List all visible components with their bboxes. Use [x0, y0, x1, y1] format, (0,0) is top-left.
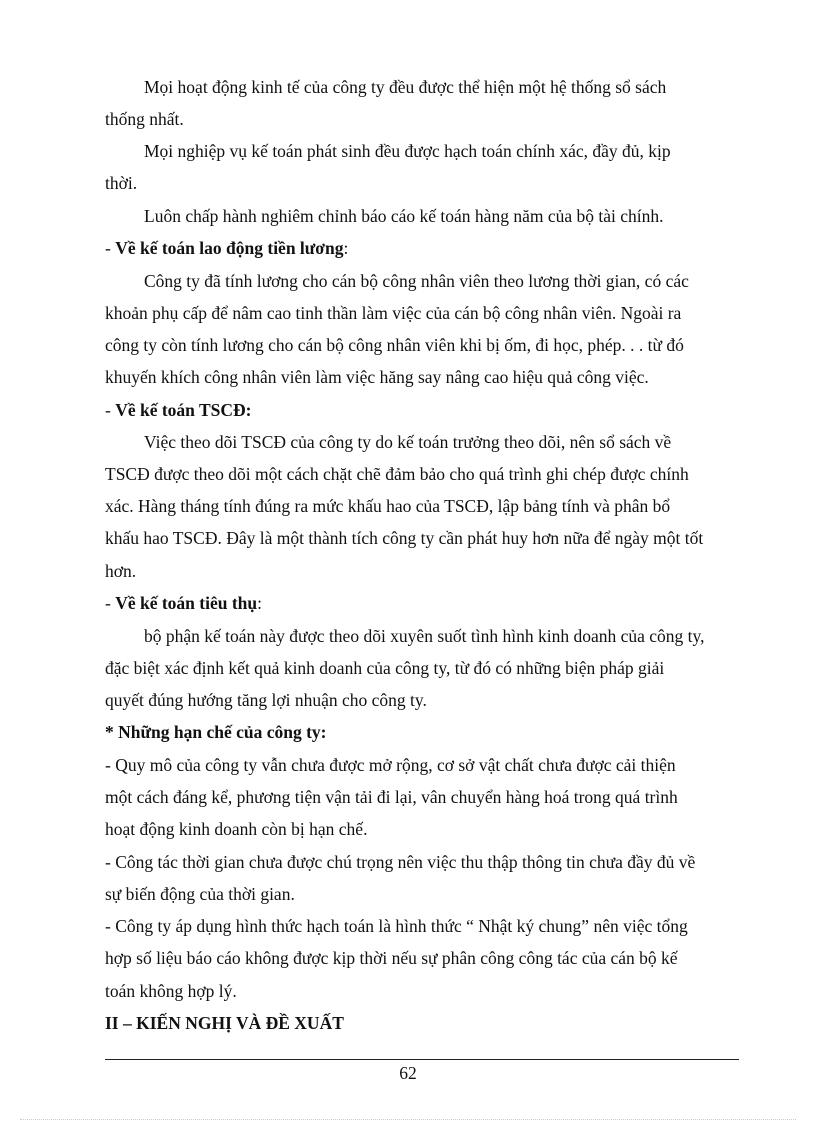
- paragraph-line: khoản phụ cấp để nâm cao tinh thần làm việc của cán bộ công nhân viên. Ngoài ra: [105, 303, 682, 323]
- paragraph-line: Công ty đã tính lương cho cán bộ công nhân viên theo lương thời gian, có các: [144, 271, 689, 291]
- page-bottom-border: [20, 1119, 796, 1120]
- paragraph-line: khuyến khích công nhân viên làm việc hăng say nâng cao hiệu quả công việc.: [105, 367, 649, 387]
- heading-text: Về kế toán TSCĐ:: [115, 400, 252, 420]
- paragraph-line: hơn.: [105, 561, 137, 581]
- section-heading-fixed-assets: [105, 399, 252, 421]
- paragraph-line: Mọi hoạt động kinh tế của công ty đều được thể hiện một hệ thống sổ sách: [144, 77, 667, 97]
- heading-suffix: :: [257, 593, 263, 613]
- paragraph-line: Mọi nghiệp vụ kế toán phát sinh đều được hạch toán chính xác, đầy đủ, kịp: [144, 141, 671, 161]
- paragraph-line: sự biến động của thời gian.: [105, 884, 295, 904]
- paragraph-line: TSCĐ được theo dõi một cách chặt chẽ đảm bảo cho quá trình ghi chép được chính: [105, 464, 689, 484]
- paragraph-line: công ty còn tính lương cho cán bộ công nhân viên khi bị ốm, đi học, phép. . . từ đó: [105, 335, 684, 355]
- heading-suffix: :: [343, 238, 349, 258]
- heading-text: Về kế toán lao động tiền lương: [115, 238, 344, 258]
- heading-prefix: -: [105, 593, 116, 613]
- paragraph-line: thống nhất.: [105, 109, 184, 129]
- heading-prefix: -: [105, 400, 116, 420]
- paragraph-line: bộ phận kế toán này được theo dõi xuyên suốt tình hình kinh doanh của công ty,: [144, 626, 705, 646]
- paragraph-line: hoạt động kinh doanh còn bị hạn chế.: [105, 819, 368, 839]
- paragraph-line: quyết đúng hướng tăng lợi nhuận cho công ty.: [105, 690, 427, 710]
- paragraph-line: thời.: [105, 173, 138, 193]
- paragraph-line: - Quy mô của công ty vẫn chưa được mở rộng, cơ sở vật chất chưa được cải thiện: [105, 755, 676, 775]
- paragraph-line: hợp số liệu báo cáo không được kịp thời nếu sự phân công công tác của cán bộ kế: [105, 948, 678, 968]
- section-heading-recommendations: [105, 1012, 344, 1034]
- paragraph-line: Việc theo dõi TSCĐ của công ty do kế toán trưởng theo dõi, nên sổ sách về: [144, 432, 672, 452]
- heading-text: * Những hạn chế của công ty:: [105, 722, 327, 742]
- section-heading-limitations: [105, 721, 327, 743]
- paragraph-line: xác. Hàng tháng tính đúng ra mức khấu hao của TSCĐ, lập bảng tính và phân bổ: [105, 496, 671, 516]
- paragraph-line: một cách đáng kể, phương tiện vận tải đi lại, vân chuyển hàng hoá trong quá trình: [105, 787, 678, 807]
- paragraph-line: đặc biệt xác định kết quả kinh doanh của công ty, từ đó có những biện pháp giải: [105, 658, 665, 678]
- paragraph-line: khấu hao TSCĐ. Đây là một thành tích công ty cần phát huy hơn nữa để ngày một tốt: [105, 528, 704, 548]
- section-heading-payroll: [105, 237, 348, 259]
- paragraph-line: - Công ty áp dụng hình thức hạch toán là hình thức “ Nhật ký chung” nên việc tổng: [105, 916, 688, 936]
- paragraph-line: - Công tác thời gian chưa được chú trọng nên việc thu thập thông tin chưa đầy đủ về: [105, 852, 696, 872]
- heading-text: Về kế toán tiêu thụ: [115, 593, 258, 613]
- paragraph-line: toán không hợp lý.: [105, 981, 237, 1001]
- section-heading-sales: [105, 592, 262, 614]
- heading-text: II – KIẾN NGHỊ VÀ ĐỀ XUẤT: [105, 1013, 344, 1033]
- footer-rule: [105, 1059, 739, 1060]
- heading-prefix: -: [105, 238, 116, 258]
- page-number: 62: [399, 1063, 417, 1083]
- paragraph-line: Luôn chấp hành nghiêm chỉnh báo cáo kế toán hàng năm của bộ tài chính.: [144, 206, 664, 226]
